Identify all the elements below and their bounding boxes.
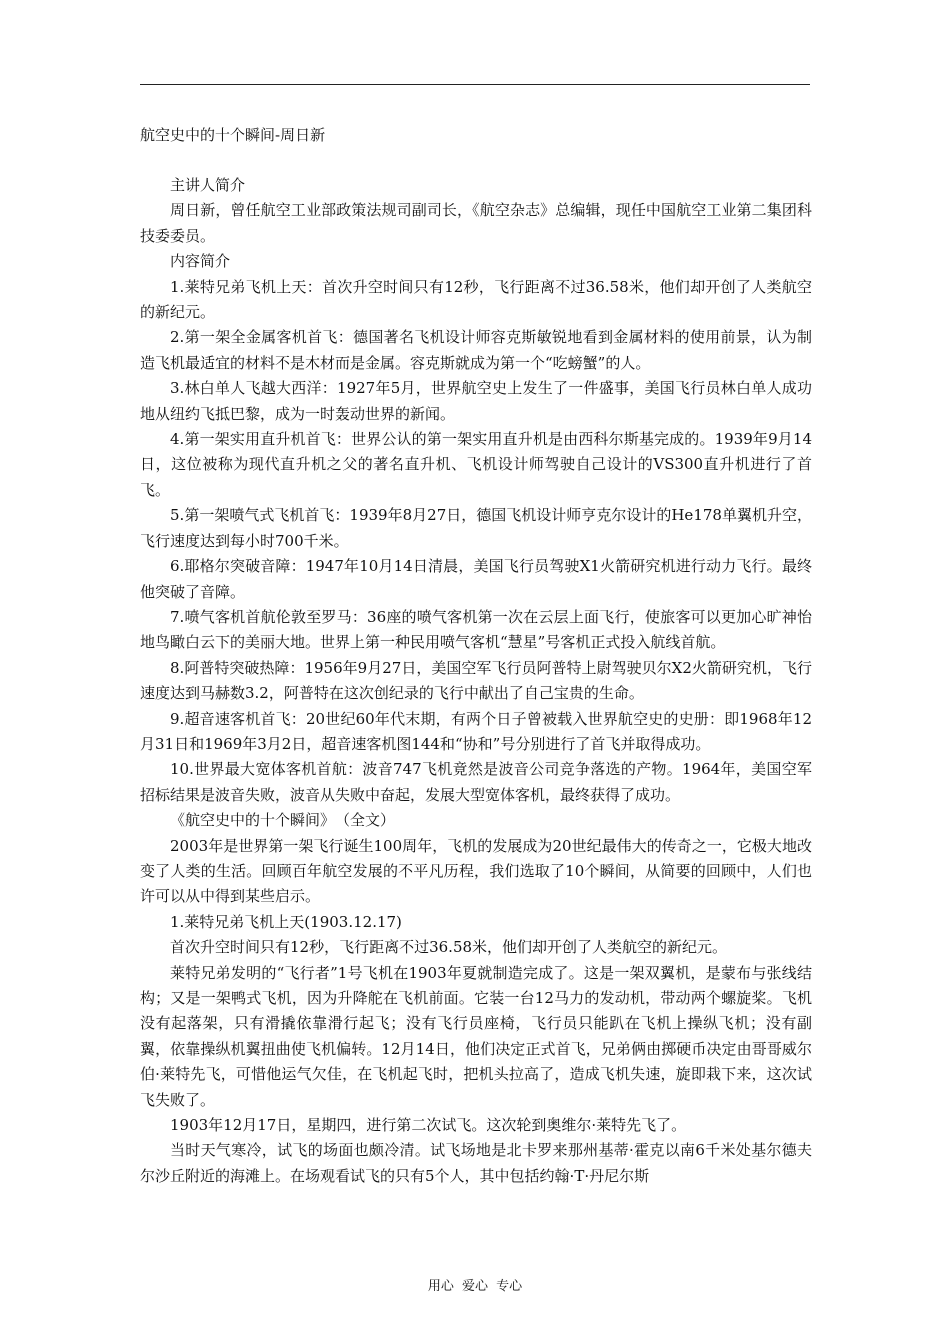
paragraph-summary-item-2: 2.第一架全金属客机首飞：德国著名飞机设计师容克斯敏锐地看到金属材料的使用前景，认为制造飞机最适宜的材料不是木材而是金属。容克斯就成为第一个“吃螃蟹”的人。 [140, 328, 812, 372]
paragraph-summary-item-6: 6.耶格尔突破音障：1947年10月14日清晨，美国飞行员驾驶X1火箭研究机进行动力飞行。最终他突破了音障。 [140, 557, 812, 601]
page-footer: 用心 爱心 专心 [427, 1279, 523, 1294]
paragraph-second-flight: 1903年12月17日，星期四，进行第二次试飞。这次轮到奥维尔·莱特先飞了。 [170, 1116, 687, 1135]
document-body [140, 173, 812, 1189]
paragraph-section-1-body: 莱特兄弟发明的“飞行者”1号飞机在1903年夏就制造完成了。这是一架双翼机，是蒙布与张线结构；又是一架鸭式飞机，因为升降舵在飞机前面。它装一台12马力的发动机，带动两个螺旋桨。飞机没有起落架，只有滑撬依靠滑行起飞；没有飞行员座椅，飞行员只能趴在飞机上操纵飞机；没有副翼，依靠操纵机翼扭曲使飞机偏转。12月14日，他们决定正式首飞，兄弟俩由掷硬币决定由哥哥威尔伯·莱特先飞，可惜他运气欠佳，在飞机起飞时，把机头拉高了，造成飞机失速，旋即栽下来，这次试飞失败了。 [140, 963, 812, 1109]
document-title: 航空史中的十个瞬间-周日新 [140, 126, 326, 144]
paragraph-summary-item-10: 10.世界最大宽体客机首航：波音747飞机竟然是波音公司竞争落选的产物。1964年，美国空军招标结果是波音失败，波音从失败中奋起，发展大型宽体客机，最终获得了成功。 [140, 760, 812, 804]
paragraph-summary-item-4: 4.第一架实用直升机首飞：世界公认的第一架实用直升机是由西科尔斯基完成的。1939年9月14日，这位被称为现代直升机之父的著名直升机、飞机设计师驾驶自己设计的VS300直升机进行了首飞。 [140, 430, 812, 499]
paragraph-fulltext-heading: 《航空史中的十个瞬间》 （全文） [170, 811, 396, 830]
paragraph-summary-item-8: 8.阿普特突破热障：1956年9月27日，美国空军飞行员阿普特上尉驾驶贝尔X2火箭研究机，飞行速度达到马赫数3.2，阿普特在这次创纪录的飞行中献出了自己宝贵的生命。 [140, 658, 812, 703]
paragraph-speaker-heading: 主讲人简介 [170, 176, 246, 194]
paragraph-weather-site: 当时天气寒冷，试飞的场面也颇冷清。试飞场地是北卡罗来那州基蒂·霍克以南6千米处基尔德夫尔沙丘附近的海滩上。在场观看试飞的只有5个人，其中包括约翰·T·丹尼尔斯 [140, 1141, 812, 1185]
paragraph-summary-heading: 内容简介 [170, 252, 231, 271]
paragraph-section-1-heading: 1.莱特兄弟飞机上天(1903.12.17) [170, 912, 402, 931]
paragraph-summary-item-9: 9.超音速客机首飞：20世纪60年代末期，有两个日子曾被载入世界航空史的史册：即1968年12月31日和1969年3月2日，超音速客机图144和“协和”号分别进行了首飞并取得成功。 [140, 709, 812, 753]
paragraph-summary-item-5: 5.第一架喷气式飞机首飞：1939年8月27日，德国飞机设计师亨克尔设计的He178单翼机升空，飞行速度达到每小时700千米。 [140, 506, 812, 550]
paragraph-summary-item-3: 3.林白单人飞越大西洋：1927年5月，世界航空史上发生了一件盛事，美国飞行员林白单人成功地从纽约飞抵巴黎，成为一时轰动世界的新闻。 [140, 379, 812, 423]
paragraph-summary-item-7: 7.喷气客机首航伦敦至罗马：36座的喷气客机第一次在云层上面飞行，使旅客可以更加心旷神怡地鸟瞰白云下的美丽大地。世界上第一种民用喷气客机“慧星”号客机正式投入航线首航。 [140, 607, 812, 652]
paragraph-summary-item-1: 1.莱特兄弟飞机上天：首次升空时间只有12秒，飞行距离不过36.58米，他们却开创了人类航空的新纪元。 [140, 277, 812, 322]
paragraph-speaker-bio: 周日新，曾任航空工业部政策法规司副司长，《航空杂志》总编辑，现任中国航空工业第二集团科技委委员。 [140, 201, 812, 245]
header-rule [140, 84, 810, 85]
paragraph-section-1-lead: 首次升空时间只有12秒，飞行距离不过36.58米，他们却开创了人类航空的新纪元。 [170, 938, 728, 957]
paragraph-intro: 2003年是世界第一架飞行诞生100周年，飞机的发展成为20世纪最伟大的传奇之一，它极大地改变了人类的生活。回顾百年航空发展的不平凡历程，我们选取了10个瞬间，从简要的回顾中，人们也许可以从中得到某些启示。 [140, 836, 812, 906]
